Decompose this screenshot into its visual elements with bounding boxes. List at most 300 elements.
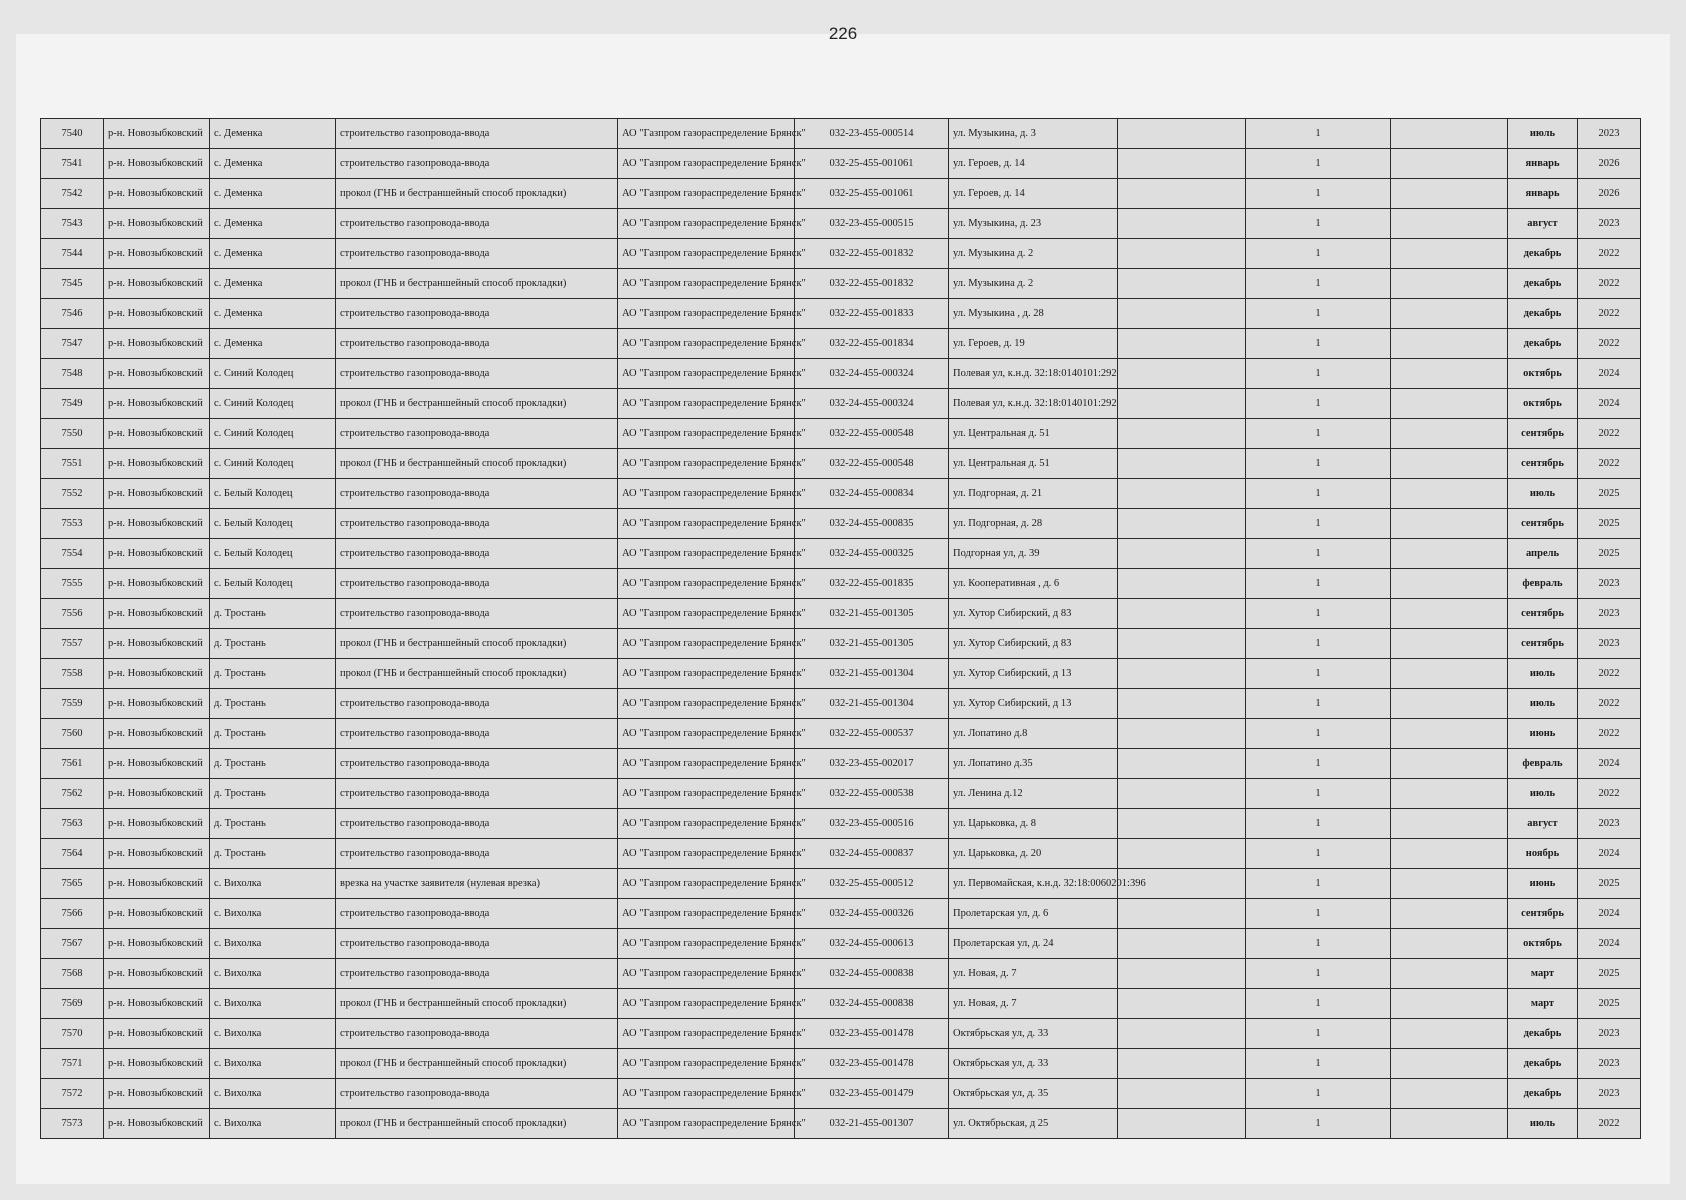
table-row — [41, 569, 1641, 599]
month-cell: июнь — [1508, 869, 1578, 899]
district-cell: р-н. Новозыбковский — [104, 569, 210, 599]
row-number-cell: 7543 — [41, 209, 104, 239]
month-cell: сентябрь — [1508, 629, 1578, 659]
district-cell: р-н. Новозыбковский — [104, 599, 210, 629]
address-cell: Октябрьская ул, д. 33 — [949, 1049, 1118, 1079]
empty-cell — [1391, 1019, 1508, 1049]
settlement-cell: с. Деменка — [210, 329, 336, 359]
year-cell: 2022 — [1578, 269, 1641, 299]
work-type-cell: строительство газопровода-ввода — [336, 839, 618, 869]
organization-cell: АО "Газпром газораспределение Брянск" — [618, 569, 795, 599]
empty-cell — [1391, 569, 1508, 599]
address-cell: ул. Подгорная, д. 21 — [949, 479, 1118, 509]
address-cell: ул. Центральная д. 51 — [949, 419, 1118, 449]
organization-cell: АО "Газпром газораспределение Брянск" — [618, 959, 795, 989]
empty-cell — [1118, 989, 1246, 1019]
empty-cell — [1118, 449, 1246, 479]
application-code-cell: 032-24-455-000838 — [795, 989, 949, 1019]
application-code-cell: 032-22-455-000548 — [795, 419, 949, 449]
settlement-cell: с. Вихолка — [210, 959, 336, 989]
empty-cell — [1391, 599, 1508, 629]
year-cell: 2025 — [1578, 959, 1641, 989]
year-cell: 2024 — [1578, 389, 1641, 419]
organization-cell: АО "Газпром газораспределение Брянск" — [618, 119, 795, 149]
row-number-cell: 7569 — [41, 989, 104, 1019]
empty-cell — [1391, 749, 1508, 779]
organization-cell: АО "Газпром газораспределение Брянск" — [618, 989, 795, 1019]
year-cell: 2025 — [1578, 479, 1641, 509]
settlement-cell: д. Тростань — [210, 599, 336, 629]
table-row — [41, 929, 1641, 959]
row-number-cell: 7550 — [41, 419, 104, 449]
empty-cell — [1391, 719, 1508, 749]
district-cell: р-н. Новозыбковский — [104, 929, 210, 959]
year-cell: 2025 — [1578, 869, 1641, 899]
empty-cell — [1391, 1079, 1508, 1109]
district-cell: р-н. Новозыбковский — [104, 509, 210, 539]
work-type-cell: строительство газопровода-ввода — [336, 599, 618, 629]
empty-cell — [1118, 239, 1246, 269]
row-number-cell: 7559 — [41, 689, 104, 719]
settlement-cell: с. Синий Колодец — [210, 359, 336, 389]
work-type-cell: прокол (ГНБ и бестраншейный способ прокладки) — [336, 1109, 618, 1139]
month-cell: октябрь — [1508, 359, 1578, 389]
settlement-cell: с. Синий Колодец — [210, 419, 336, 449]
address-cell: ул. Хутор Сибирский, д 83 — [949, 599, 1118, 629]
address-cell: ул. Хутор Сибирский, д 13 — [949, 659, 1118, 689]
district-cell: р-н. Новозыбковский — [104, 239, 210, 269]
district-cell: р-н. Новозыбковский — [104, 959, 210, 989]
work-type-cell: строительство газопровода-ввода — [336, 509, 618, 539]
organization-cell: АО "Газпром газораспределение Брянск" — [618, 299, 795, 329]
work-type-cell: прокол (ГНБ и бестраншейный способ прокладки) — [336, 629, 618, 659]
row-number-cell: 7556 — [41, 599, 104, 629]
settlement-cell: с. Деменка — [210, 209, 336, 239]
address-cell: ул. Октябрьская, д 25 — [949, 1109, 1118, 1139]
application-code-cell: 032-23-455-002017 — [795, 749, 949, 779]
district-cell: р-н. Новозыбковский — [104, 539, 210, 569]
application-code-cell: 032-22-455-001832 — [795, 269, 949, 299]
application-code-cell: 032-22-455-001834 — [795, 329, 949, 359]
quantity-cell: 1 — [1246, 419, 1391, 449]
settlement-cell: д. Тростань — [210, 629, 336, 659]
work-type-cell: строительство газопровода-ввода — [336, 479, 618, 509]
settlement-cell: с. Вихолка — [210, 929, 336, 959]
address-cell: ул. Музыкина, д. 3 — [949, 119, 1118, 149]
organization-cell: АО "Газпром газораспределение Брянск" — [618, 269, 795, 299]
empty-cell — [1118, 509, 1246, 539]
empty-cell — [1118, 179, 1246, 209]
quantity-cell: 1 — [1246, 179, 1391, 209]
application-code-cell: 032-25-455-000512 — [795, 869, 949, 899]
district-cell: р-н. Новозыбковский — [104, 449, 210, 479]
settlement-cell: с. Деменка — [210, 239, 336, 269]
address-cell: ул. Подгорная, д. 28 — [949, 509, 1118, 539]
row-number-cell: 7564 — [41, 839, 104, 869]
empty-cell — [1391, 839, 1508, 869]
settlement-cell: с. Деменка — [210, 269, 336, 299]
organization-cell: АО "Газпром газораспределение Брянск" — [618, 179, 795, 209]
year-cell: 2022 — [1578, 1109, 1641, 1139]
row-number-cell: 7566 — [41, 899, 104, 929]
empty-cell — [1391, 269, 1508, 299]
work-type-cell: прокол (ГНБ и бестраншейный способ прокладки) — [336, 989, 618, 1019]
application-code-cell: 032-22-455-000538 — [795, 779, 949, 809]
row-number-cell: 7548 — [41, 359, 104, 389]
empty-cell — [1391, 449, 1508, 479]
settlement-cell: с. Белый Колодец — [210, 509, 336, 539]
month-cell: июль — [1508, 779, 1578, 809]
year-cell: 2022 — [1578, 719, 1641, 749]
work-type-cell: строительство газопровода-ввода — [336, 149, 618, 179]
empty-cell — [1391, 1049, 1508, 1079]
table-row — [41, 1049, 1641, 1079]
quantity-cell: 1 — [1246, 1109, 1391, 1139]
application-code-cell: 032-24-455-000324 — [795, 359, 949, 389]
settlement-cell: с. Белый Колодец — [210, 479, 336, 509]
quantity-cell: 1 — [1246, 839, 1391, 869]
work-type-cell: строительство газопровода-ввода — [336, 929, 618, 959]
application-code-cell: 032-23-455-000516 — [795, 809, 949, 839]
table-row — [41, 899, 1641, 929]
application-code-cell: 032-22-455-000548 — [795, 449, 949, 479]
settlement-cell: д. Тростань — [210, 689, 336, 719]
application-code-cell: 032-21-455-001305 — [795, 599, 949, 629]
empty-cell — [1118, 839, 1246, 869]
organization-cell: АО "Газпром газораспределение Брянск" — [618, 539, 795, 569]
table-row — [41, 479, 1641, 509]
address-cell: ул. Центральная д. 51 — [949, 449, 1118, 479]
settlement-cell: с. Деменка — [210, 179, 336, 209]
row-number-cell: 7541 — [41, 149, 104, 179]
district-cell: р-н. Новозыбковский — [104, 749, 210, 779]
table-row — [41, 689, 1641, 719]
empty-cell — [1391, 389, 1508, 419]
table-row — [41, 149, 1641, 179]
page-number: 226 — [828, 24, 858, 43]
settlement-cell: д. Тростань — [210, 749, 336, 779]
year-cell: 2023 — [1578, 569, 1641, 599]
month-cell: сентябрь — [1508, 449, 1578, 479]
year-cell: 2024 — [1578, 749, 1641, 779]
district-cell: р-н. Новозыбковский — [104, 359, 210, 389]
address-cell: ул. Музыкина, д. 23 — [949, 209, 1118, 239]
table-row — [41, 1109, 1641, 1139]
month-cell: июль — [1508, 1109, 1578, 1139]
work-type-cell: строительство газопровода-ввода — [336, 809, 618, 839]
organization-cell: АО "Газпром газораспределение Брянск" — [618, 359, 795, 389]
table-row — [41, 809, 1641, 839]
row-number-cell: 7542 — [41, 179, 104, 209]
district-cell: р-н. Новозыбковский — [104, 659, 210, 689]
organization-cell: АО "Газпром газораспределение Брянск" — [618, 749, 795, 779]
application-code-cell: 032-21-455-001304 — [795, 659, 949, 689]
quantity-cell: 1 — [1246, 119, 1391, 149]
month-cell: декабрь — [1508, 239, 1578, 269]
settlement-cell: д. Тростань — [210, 719, 336, 749]
empty-cell — [1118, 899, 1246, 929]
empty-cell — [1391, 539, 1508, 569]
empty-cell — [1118, 929, 1246, 959]
district-cell: р-н. Новозыбковский — [104, 299, 210, 329]
work-type-cell: прокол (ГНБ и бестраншейный способ прокладки) — [336, 389, 618, 419]
year-cell: 2024 — [1578, 929, 1641, 959]
month-cell: декабрь — [1508, 1019, 1578, 1049]
row-number-cell: 7573 — [41, 1109, 104, 1139]
address-cell: Полевая ул, к.н.д. 32:18:0140101:292 — [949, 389, 1118, 419]
month-cell: декабрь — [1508, 1079, 1578, 1109]
work-type-cell: строительство газопровода-ввода — [336, 539, 618, 569]
table-row — [41, 959, 1641, 989]
address-cell: ул. Хутор Сибирский, д 13 — [949, 689, 1118, 719]
empty-cell — [1391, 989, 1508, 1019]
empty-cell — [1118, 269, 1246, 299]
empty-cell — [1391, 809, 1508, 839]
table-row — [41, 209, 1641, 239]
row-number-cell: 7571 — [41, 1049, 104, 1079]
quantity-cell: 1 — [1246, 1019, 1391, 1049]
quantity-cell: 1 — [1246, 509, 1391, 539]
quantity-cell: 1 — [1246, 659, 1391, 689]
empty-cell — [1391, 479, 1508, 509]
empty-cell — [1118, 1019, 1246, 1049]
quantity-cell: 1 — [1246, 149, 1391, 179]
quantity-cell: 1 — [1246, 209, 1391, 239]
month-cell: сентябрь — [1508, 599, 1578, 629]
address-cell: ул. Героев, д. 14 — [949, 179, 1118, 209]
row-number-cell: 7563 — [41, 809, 104, 839]
address-cell: ул. Новая, д. 7 — [949, 989, 1118, 1019]
district-cell: р-н. Новозыбковский — [104, 1049, 210, 1079]
empty-cell — [1118, 1049, 1246, 1079]
empty-cell — [1118, 779, 1246, 809]
organization-cell: АО "Газпром газораспределение Брянск" — [618, 1049, 795, 1079]
month-cell: январь — [1508, 179, 1578, 209]
work-type-cell: строительство газопровода-ввода — [336, 239, 618, 269]
empty-cell — [1118, 569, 1246, 599]
empty-cell — [1118, 539, 1246, 569]
month-cell: июль — [1508, 479, 1578, 509]
month-cell: декабрь — [1508, 1049, 1578, 1079]
year-cell: 2022 — [1578, 329, 1641, 359]
organization-cell: АО "Газпром газораспределение Брянск" — [618, 1019, 795, 1049]
empty-cell — [1391, 689, 1508, 719]
month-cell: июль — [1508, 659, 1578, 689]
quantity-cell: 1 — [1246, 1079, 1391, 1109]
quantity-cell: 1 — [1246, 689, 1391, 719]
empty-cell — [1118, 1079, 1246, 1109]
empty-cell — [1118, 749, 1246, 779]
work-type-cell: строительство газопровода-ввода — [336, 779, 618, 809]
month-cell: февраль — [1508, 569, 1578, 599]
row-number-cell: 7552 — [41, 479, 104, 509]
empty-cell — [1118, 959, 1246, 989]
table-row — [41, 1019, 1641, 1049]
year-cell: 2024 — [1578, 359, 1641, 389]
year-cell: 2022 — [1578, 299, 1641, 329]
row-number-cell: 7570 — [41, 1019, 104, 1049]
quantity-cell: 1 — [1246, 329, 1391, 359]
work-type-cell: строительство газопровода-ввода — [336, 689, 618, 719]
work-type-cell: строительство газопровода-ввода — [336, 1019, 618, 1049]
application-code-cell: 032-23-455-001478 — [795, 1019, 949, 1049]
work-type-cell: строительство газопровода-ввода — [336, 959, 618, 989]
application-code-cell: 032-24-455-000835 — [795, 509, 949, 539]
month-cell: сентябрь — [1508, 419, 1578, 449]
quantity-cell: 1 — [1246, 269, 1391, 299]
row-number-cell: 7562 — [41, 779, 104, 809]
row-number-cell: 7551 — [41, 449, 104, 479]
year-cell: 2026 — [1578, 149, 1641, 179]
quantity-cell: 1 — [1246, 989, 1391, 1019]
row-number-cell: 7546 — [41, 299, 104, 329]
year-cell: 2025 — [1578, 989, 1641, 1019]
empty-cell — [1118, 479, 1246, 509]
row-number-cell: 7568 — [41, 959, 104, 989]
address-cell: ул. Новая, д. 7 — [949, 959, 1118, 989]
quantity-cell: 1 — [1246, 899, 1391, 929]
row-number-cell: 7558 — [41, 659, 104, 689]
year-cell: 2026 — [1578, 179, 1641, 209]
month-cell: август — [1508, 809, 1578, 839]
application-code-cell: 032-25-455-001061 — [795, 179, 949, 209]
month-cell: март — [1508, 989, 1578, 1019]
quantity-cell: 1 — [1246, 449, 1391, 479]
quantity-cell: 1 — [1246, 239, 1391, 269]
year-cell: 2023 — [1578, 1079, 1641, 1109]
address-cell: Пролетарская ул, д. 24 — [949, 929, 1118, 959]
month-cell: июнь — [1508, 719, 1578, 749]
table-row — [41, 239, 1641, 269]
table-row — [41, 839, 1641, 869]
address-cell: Пролетарская ул, д. 6 — [949, 899, 1118, 929]
year-cell: 2025 — [1578, 539, 1641, 569]
application-code-cell: 032-24-455-000838 — [795, 959, 949, 989]
address-cell: Октябрьская ул, д. 35 — [949, 1079, 1118, 1109]
empty-cell — [1391, 779, 1508, 809]
address-cell: Полевая ул, к.н.д. 32:18:0140101:292 — [949, 359, 1118, 389]
application-code-cell: 032-24-455-000613 — [795, 929, 949, 959]
year-cell: 2022 — [1578, 419, 1641, 449]
application-code-cell: 032-21-455-001305 — [795, 629, 949, 659]
application-code-cell: 032-22-455-001832 — [795, 239, 949, 269]
organization-cell: АО "Газпром газораспределение Брянск" — [618, 209, 795, 239]
month-cell: январь — [1508, 149, 1578, 179]
empty-cell — [1391, 119, 1508, 149]
organization-cell: АО "Газпром газораспределение Брянск" — [618, 1079, 795, 1109]
table-row — [41, 989, 1641, 1019]
quantity-cell: 1 — [1246, 539, 1391, 569]
organization-cell: АО "Газпром газораспределение Брянск" — [618, 419, 795, 449]
table-row — [41, 329, 1641, 359]
table-row — [41, 269, 1641, 299]
address-cell: ул. Героев, д. 19 — [949, 329, 1118, 359]
empty-cell — [1118, 809, 1246, 839]
month-cell: сентябрь — [1508, 899, 1578, 929]
settlement-cell: с. Деменка — [210, 119, 336, 149]
quantity-cell: 1 — [1246, 299, 1391, 329]
address-cell: ул. Героев, д. 14 — [949, 149, 1118, 179]
work-type-cell: строительство газопровода-ввода — [336, 419, 618, 449]
application-code-cell: 032-24-455-000324 — [795, 389, 949, 419]
application-code-cell: 032-22-455-000537 — [795, 719, 949, 749]
table-row — [41, 449, 1641, 479]
application-code-cell: 032-23-455-001479 — [795, 1079, 949, 1109]
empty-cell — [1391, 419, 1508, 449]
application-code-cell: 032-23-455-000515 — [795, 209, 949, 239]
table-row — [41, 659, 1641, 689]
district-cell: р-н. Новозыбковский — [104, 209, 210, 239]
year-cell: 2022 — [1578, 239, 1641, 269]
district-cell: р-н. Новозыбковский — [104, 869, 210, 899]
row-number-cell: 7565 — [41, 869, 104, 899]
work-type-cell: строительство газопровода-ввода — [336, 899, 618, 929]
month-cell: июль — [1508, 119, 1578, 149]
month-cell: август — [1508, 209, 1578, 239]
year-cell: 2023 — [1578, 1019, 1641, 1049]
district-cell: р-н. Новозыбковский — [104, 629, 210, 659]
address-cell: ул. Музыкина , д. 28 — [949, 299, 1118, 329]
empty-cell — [1391, 329, 1508, 359]
work-type-cell: строительство газопровода-ввода — [336, 329, 618, 359]
empty-cell — [1391, 209, 1508, 239]
empty-cell — [1391, 899, 1508, 929]
district-cell: р-н. Новозыбковский — [104, 179, 210, 209]
year-cell: 2023 — [1578, 599, 1641, 629]
work-type-cell: строительство газопровода-ввода — [336, 119, 618, 149]
settlement-cell: с. Синий Колодец — [210, 389, 336, 419]
row-number-cell: 7554 — [41, 539, 104, 569]
empty-cell — [1118, 659, 1246, 689]
empty-cell — [1391, 239, 1508, 269]
work-type-cell: строительство газопровода-ввода — [336, 359, 618, 389]
empty-cell — [1391, 959, 1508, 989]
empty-cell — [1118, 209, 1246, 239]
work-type-cell: прокол (ГНБ и бестраншейный способ прокладки) — [336, 269, 618, 299]
row-number-cell: 7540 — [41, 119, 104, 149]
work-type-cell: строительство газопровода-ввода — [336, 299, 618, 329]
month-cell: июль — [1508, 689, 1578, 719]
work-type-cell: прокол (ГНБ и бестраншейный способ прокладки) — [336, 179, 618, 209]
year-cell: 2023 — [1578, 629, 1641, 659]
application-code-cell: 032-23-455-000514 — [795, 119, 949, 149]
empty-cell — [1391, 869, 1508, 899]
work-type-cell: врезка на участке заявителя (нулевая врезка) — [336, 869, 618, 899]
empty-cell — [1118, 119, 1246, 149]
empty-cell — [1391, 509, 1508, 539]
empty-cell — [1118, 299, 1246, 329]
table-row — [41, 1079, 1641, 1109]
work-type-cell: строительство газопровода-ввода — [336, 209, 618, 239]
district-cell: р-н. Новозыбковский — [104, 329, 210, 359]
month-cell: октябрь — [1508, 929, 1578, 959]
district-cell: р-н. Новозыбковский — [104, 719, 210, 749]
settlement-cell: с. Вихолка — [210, 1049, 336, 1079]
table-row — [41, 719, 1641, 749]
settlement-cell: с. Вихолка — [210, 899, 336, 929]
application-code-cell: 032-21-455-001304 — [795, 689, 949, 719]
year-cell: 2023 — [1578, 1049, 1641, 1079]
month-cell: февраль — [1508, 749, 1578, 779]
address-cell: ул. Лопатино д.8 — [949, 719, 1118, 749]
application-code-cell: 032-25-455-001061 — [795, 149, 949, 179]
address-cell: ул. Царьковка, д. 8 — [949, 809, 1118, 839]
address-cell: ул. Лопатино д.35 — [949, 749, 1118, 779]
quantity-cell: 1 — [1246, 719, 1391, 749]
month-cell: ноябрь — [1508, 839, 1578, 869]
row-number-cell: 7557 — [41, 629, 104, 659]
empty-cell — [1118, 629, 1246, 659]
